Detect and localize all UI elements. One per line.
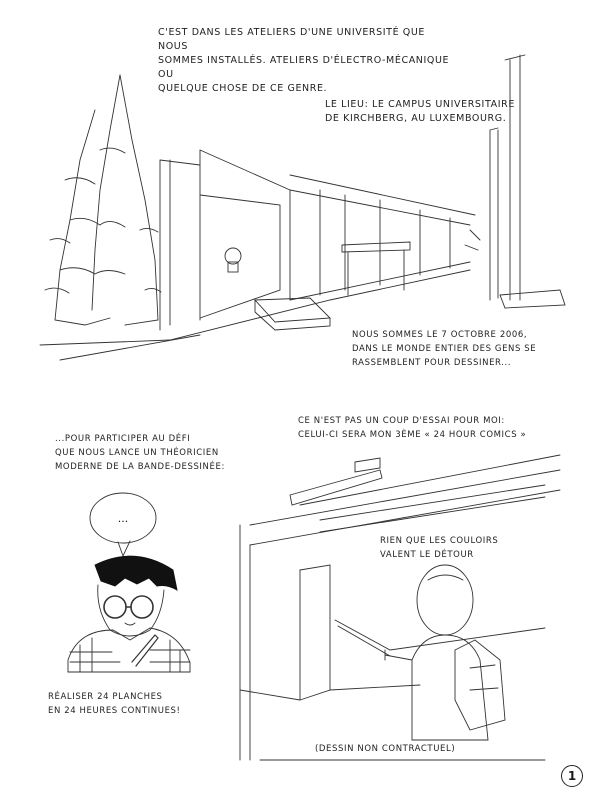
caption-location: LE LIEU: LE CAMPUS UNIVERSITAIRE DE KIRCHBERG, AU LUXEMBOURG. [325, 99, 515, 124]
caption-attempt: CE N'EST PAS UN COUP D'ESSAI POUR MOI: CELUI-CI SERA MON 3ÈME « 24 HOUR COMICS » [298, 416, 527, 440]
corridor-sketch [240, 455, 560, 760]
caption-date: NOUS SOMMES LE 7 OCTOBRE 2006, DANS LE MONDE ENTIER DES GENS SE RASSEMBLENT POUR DESSINER... [352, 330, 537, 368]
caption-challenge: ...POUR PARTICIPER AU DÉFI QUE NOUS LANCE UN THÉORICIEN MODERNE DE LA BANDE-DESSINÉE: [55, 434, 225, 472]
caption-goal: RÉALISER 24 PLANCHES EN 24 HEURES CONTINUES! [48, 692, 181, 716]
caption-top-left: C'EST DANS LES ATELIERS D'UNE UNIVERSITÉ QUE NOUS SOMMES INSTALLÉS. ATELIERS D'ÉLECTRO-MÉCANIQUE OU QUELQUE CHOSE DE CE GENRE. [158, 27, 450, 94]
speech-bubble-text: ... [117, 512, 129, 525]
caption-corridors: RIEN QUE LES COULOIRS VALENT LE DÉTOUR [380, 536, 499, 560]
caption-disclaimer: (DESSIN NON CONTRACTUEL) [315, 744, 456, 754]
page-number: 1 [561, 765, 583, 787]
